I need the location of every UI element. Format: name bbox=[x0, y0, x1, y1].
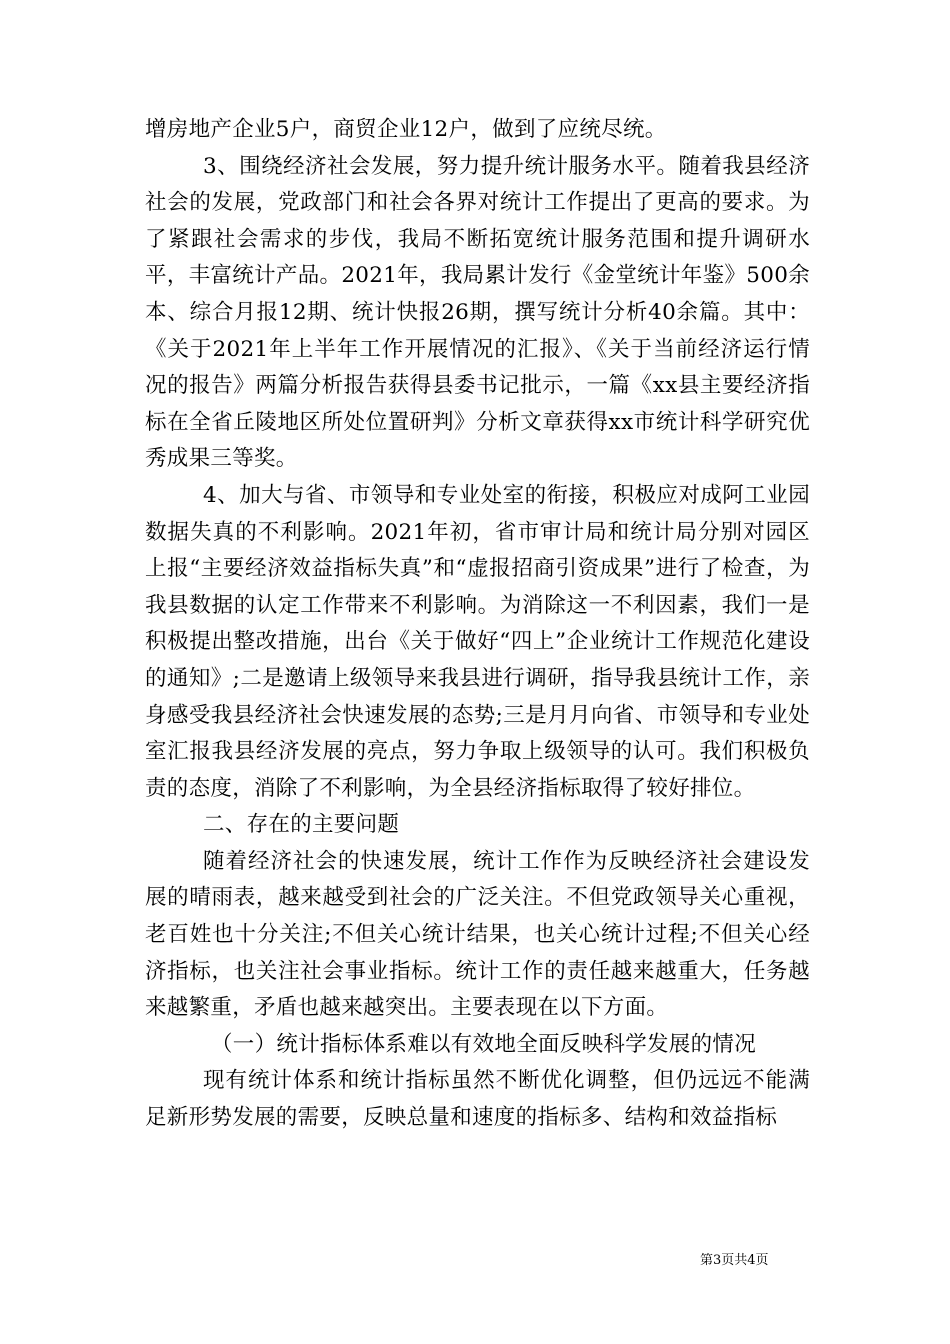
paragraph-subsection-1: 现有统计体系和统计指标虽然不断优化调整，但仍远远不能满足新形势发展的需要，反映总量和速度的指标多、结构和效益指标 bbox=[145, 1068, 810, 1131]
section-heading-problems: 二、存在的主要问题 bbox=[203, 812, 400, 838]
paragraph-continuation: 增房地产企业5户，商贸企业12户，做到了应统尽统。 bbox=[145, 117, 667, 142]
subsection-heading-1: （一）统计指标体系难以有效地全面反映科学发展的情况 bbox=[211, 1031, 757, 1057]
paragraph-problems-intro: 随着经济社会的快速发展，统计工作作为反映经济社会建设发展的晴雨表，越来越受到社会的广泛关注。不但党政领导关心重视，老百姓也十分关注;不但关心统计结果，也关心统计过程;不但关心经济指标，也关注社会事业指标。统计工作的责任越来越重大，任务越来越繁重，矛盾也越来越突出。主要表现在以下方面。 bbox=[145, 848, 810, 1021]
document-body bbox=[145, 112, 810, 1137]
paragraph-item-3: 3、围绕经济社会发展，努力提升统计服务水平。随着我县经济社会的发展，党政部门和社会各界对统计工作提出了更高的要求。为了紧跟社会需求的步伐，我局不断拓宽统计服务范围和提升调研水平，丰富统计产品。2021年，我局累计发行《金堂统计年鉴》500余本、综合月报12期、统计快报26期，撰写统计分析40余篇。其中：《关于2021年上半年工作开展情况的汇报》、《关于当前经济运行情况的报告》两篇分析报告获得县委书记批示，一篇《xx县主要经济指标在全省丘陵地区所处位置研判》分析文章获得xx市统计科学研究优秀成果三等奖。 bbox=[145, 153, 810, 472]
page-number: 第3页共4页 bbox=[700, 1253, 769, 1268]
paragraph-item-4: 4、加大与省、市领导和专业处室的衔接，积极应对成阿工业园数据失真的不利影响。2021年初，省市审计局和统计局分别对园区上报“主要经济效益指标失真”和“虚报招商引资成果”进行了检查，为我县数据的认定工作带来不利影响。为消除这一不利因素，我们一是积极提出整改措施，出台《关于做好“四上”企业统计工作规范化建设的通知》;二是邀请上级领导来我县进行调研，指导我县统计工作，亲身感受我县经济社会快速发展的态势;三是月月向省、市领导和专业处室汇报我县经济发展的亮点，努力争取上级领导的认可。我们积极负责的态度，消除了不利影响，为全县经济指标取得了较好排位。 bbox=[145, 482, 810, 801]
